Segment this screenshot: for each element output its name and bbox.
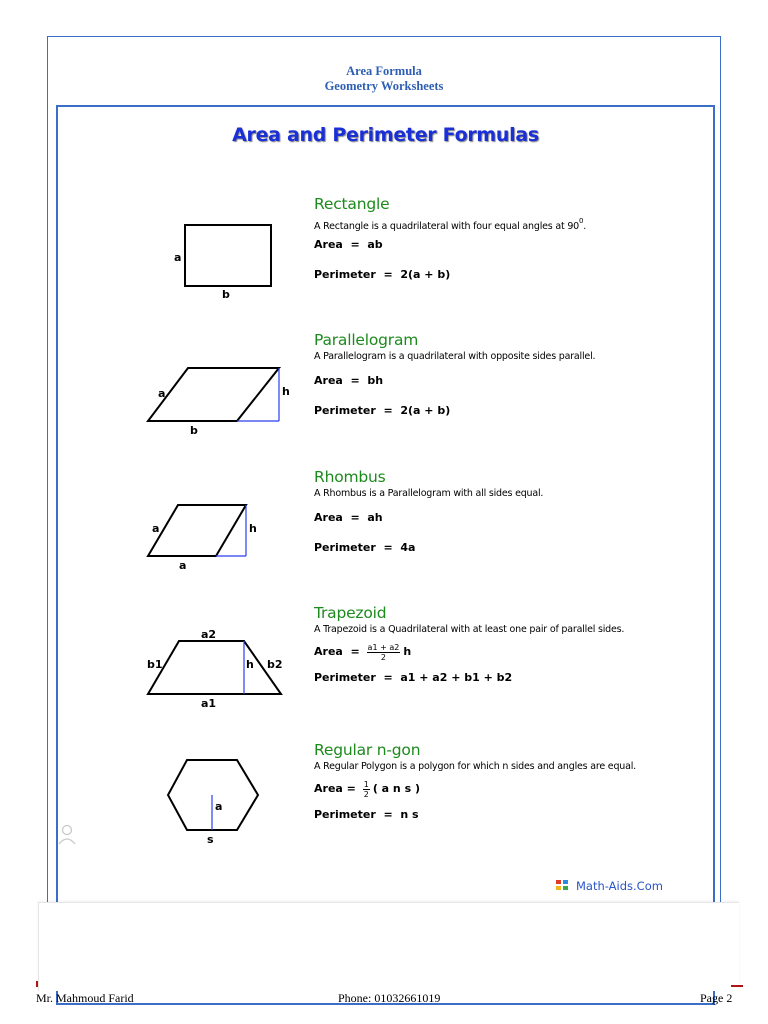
- ngon-label-s: s: [207, 833, 214, 846]
- rectangle-label-b: b: [222, 288, 230, 301]
- rhombus-figure: [130, 482, 300, 602]
- rectangle-figure: [130, 200, 300, 320]
- parallelogram-area: Area = bh: [314, 374, 384, 387]
- trapezoid-label-a2: a2: [201, 628, 217, 641]
- footer-page-number: Page 2: [700, 991, 733, 1005]
- trapezoid-shape: [148, 641, 281, 694]
- math-aids-brand[interactable]: [556, 879, 663, 893]
- parallelogram-figure: [130, 345, 300, 465]
- main-title: Area and Perimeter Formulas: [232, 124, 539, 146]
- overlay-panel: [38, 902, 739, 991]
- rectangle-perimeter: Perimeter = 2(a + b): [314, 268, 451, 281]
- rectangle-description: A Rectangle is a quadrilateral with four equal angles at $90^0$.: [314, 217, 587, 232]
- parallelogram-perimeter: Perimeter = 2(a + b): [314, 404, 451, 417]
- ngon-area-fraction: $\frac{1}{2}$: [363, 779, 369, 799]
- header-line-1: Area Formula: [346, 64, 422, 78]
- rhombus-label-h: h: [249, 522, 257, 535]
- rhombus-label-a-base: a: [179, 559, 187, 572]
- worksheet-header: [47, 64, 721, 94]
- rhombus-info: [314, 468, 714, 555]
- hexagon-shape: [168, 760, 258, 830]
- rhombus-shape: [148, 505, 246, 556]
- parallelogram-name: Parallelogram: [314, 331, 419, 349]
- math-aids-brand-text: Math-Aids.Com: [576, 879, 663, 893]
- ngon-description: A Regular Polygon is a polygon for which n sides and angles are equal.: [314, 761, 636, 772]
- rhombus-name: Rhombus: [314, 468, 386, 486]
- ngon-area: Area = $\frac{1}{2}$ ( a n s ): [314, 779, 420, 799]
- rhombus-label-a-side: a: [152, 522, 160, 535]
- rhombus-area: Area = ah: [314, 511, 383, 524]
- header-line-2: Geometry Worksheets: [324, 79, 444, 93]
- rectangle-info: [314, 195, 714, 282]
- trapezoid-label-b1: b1: [147, 658, 163, 671]
- trapezoid-perimeter: Perimeter = a1 + a2 + b1 + b2: [314, 671, 513, 684]
- user-avatar-icon[interactable]: [56, 822, 78, 848]
- rectangle-name: Rectangle: [314, 195, 390, 213]
- footer-author: Mr. Mahmoud Farid: [36, 991, 134, 1005]
- parallelogram-label-b: b: [190, 424, 198, 437]
- parallelogram-label-h: h: [282, 385, 290, 398]
- page-marker-right: [731, 985, 743, 987]
- trapezoid-area-fraction: $\frac{a1 + a2}{2}$: [367, 642, 400, 662]
- ngon-perimeter: Perimeter = n s: [314, 808, 419, 821]
- ngon-info: [314, 741, 714, 822]
- ngon-figure: [130, 755, 300, 875]
- math-aids-logo-icon: [556, 880, 570, 892]
- rhombus-description: A Rhombus is a Parallelogram with all sides equal.: [314, 488, 544, 499]
- ngon-label-a: a: [215, 800, 223, 813]
- trapezoid-label-a1: a1: [201, 697, 217, 710]
- rectangle-label-a: a: [174, 251, 182, 264]
- parallelogram-label-a: a: [158, 387, 166, 400]
- rectangle-area: Area = ab: [314, 238, 383, 251]
- trapezoid-name: Trapezoid: [314, 604, 387, 622]
- footer-phone: Phone: 01032661019: [338, 991, 441, 1005]
- rhombus-perimeter: Perimeter = 4a: [314, 541, 416, 554]
- trapezoid-label-b2: b2: [267, 658, 283, 671]
- trapezoid-info: [314, 604, 714, 685]
- parallelogram-description: A Parallelogram is a quadrilateral with opposite sides parallel.: [314, 351, 596, 362]
- page-marker-left: [36, 981, 38, 987]
- parallelogram-shape: [148, 368, 279, 421]
- parallelogram-info: [314, 331, 714, 418]
- rectangle-shape: [185, 225, 271, 286]
- trapezoid-description: A Trapezoid is a Quadrilateral with at least one pair of parallel sides.: [314, 624, 625, 635]
- trapezoid-figure: [130, 620, 300, 740]
- ngon-name: Regular n-gon: [314, 741, 421, 759]
- trapezoid-area: Area = $\frac{a1 + a2}{2}$ h: [314, 642, 412, 662]
- trapezoid-label-h: h: [246, 658, 254, 671]
